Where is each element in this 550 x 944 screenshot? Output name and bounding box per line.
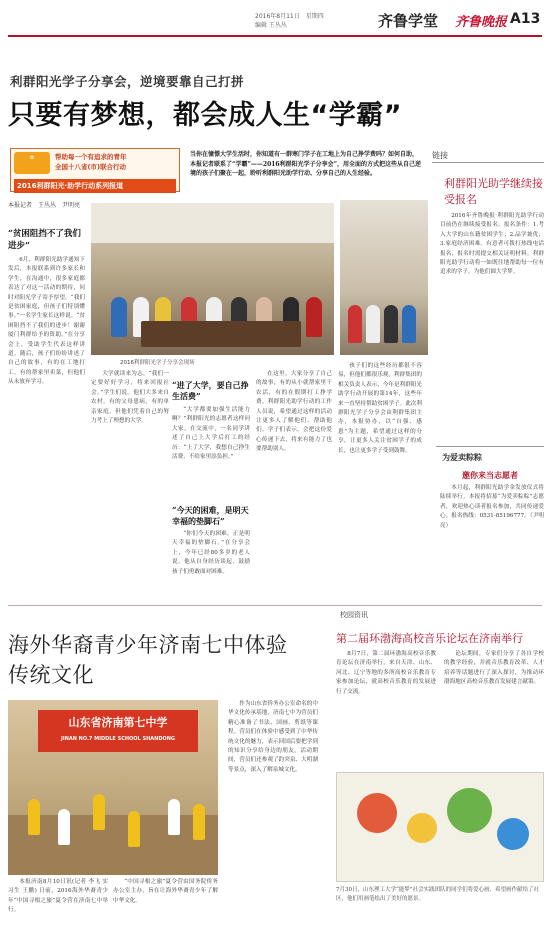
event-photo-2 bbox=[340, 200, 428, 355]
school-photo bbox=[8, 700, 218, 875]
body-column-5: 孩子们的这些经历都很不容易，但他们都很乐观。利群集团的相关负责人表示，今年是利群阳光助学行动开展的第14年，这些年来一直坚持帮助贫困学子。此次利群阳光学子分享会由利群集团主办，本报协办，以“自强、感恩”为主题，希望通过这样的分享，让更多人关注贫困学子的成长，也让更多学子受到鼓舞。 bbox=[338, 363, 422, 454]
campaign-series-title: 2016利群阳光·助学行动系列报道 bbox=[14, 179, 176, 193]
campus-news-tag: 校园资讯 bbox=[340, 611, 368, 619]
sidebar-title: 利群阳光助学继续接受报名 bbox=[444, 177, 543, 206]
page-number: A13 bbox=[510, 11, 541, 27]
third-body-2: 论坛期间，专家们分享了各自学校的教学经验，并就音乐教育改革、人才培养等话题进行了深入探讨，为推动环渤海地区高校音乐教育发展建言献策。 bbox=[444, 651, 544, 686]
sidebar-rule bbox=[432, 162, 544, 163]
section-title: 齐鲁学堂 bbox=[378, 12, 439, 30]
body-column-2: 大学就读来为志。“我们一定要好好学习，将来回报社会。”学生们说。他们大多来自农村，有的父母患病，有的单亲家庭，但他们凭着自己的努力考上了理想的大学。 bbox=[91, 371, 169, 425]
body-column-4: 在这里，大家分享了自己的故事，有的从小就帮家里干农活，有的在假期打工挣学费。利群阳光助学行动的工作人员说，希望通过这样的活动让更多人了解他们、帮助他们。学子们表示，会把这份爱心传递下去，将来有能力了也要帮助别人。 bbox=[256, 371, 332, 453]
volunteer-tag: 为爱卖粽粽 bbox=[442, 453, 482, 462]
mural-photo bbox=[336, 772, 544, 882]
campaign-logo-icon: ✿ bbox=[14, 152, 50, 174]
third-body-1: 8月7日，第二届环渤海高校音乐教育论坛在济南举行，来自天津、山东、河北、辽宁等地的多所高校音乐教育专家参加论坛，就高校音乐教育的发展进行了交流。 bbox=[336, 651, 436, 695]
event-photo bbox=[91, 203, 334, 355]
third-headline: 第二届环渤海高校音乐论坛在济南举行 bbox=[336, 632, 523, 645]
newspaper-logo: 齐鲁晚报 bbox=[455, 15, 508, 30]
sidebar-tag: 链接 bbox=[432, 151, 448, 160]
mural-caption: 7月30日，山东理工大学“能梦”社会实践团队的同学们将爱心画、希望画作献给了社区，他们用画笔绘出了美好的愿景。 bbox=[336, 887, 540, 902]
second-body-2: “中国寻根之旅”夏令营由国务院侨务办公室主办，旨在让海外华裔青少年了解中华文化。 bbox=[113, 879, 218, 904]
section-divider bbox=[8, 605, 542, 606]
second-body-3: 作为山东省侨务办公室命名的中华文化传承基地，济南七中为营员们精心准备了书法、国画、剪纸等课程。营员们在体验中感受到了中华传统文化的魅力，表示回国后要把学到的知识分享给身边的朋友。活动期间，营员们还参观了趵突泉、大明湖等景点，深入了解泉城文化。 bbox=[228, 701, 318, 773]
subhead-2: “进了大学，要自己挣生活费” bbox=[172, 380, 249, 401]
campaign-box bbox=[10, 148, 180, 192]
school-banner: 山东省济南第七中学 JINAN NO.7 MIDDLE SCHOOL SHANDONG bbox=[38, 710, 198, 752]
byline: 本报记者 王丛丛 尹明亮 bbox=[8, 202, 81, 209]
header-meta bbox=[255, 12, 324, 30]
body-column-1: 6月，利群阳光助学通知下发后，本报联系到许多家长和学生，在沟通中，很多家庭都表达了对这一活动的期待，同时对阳光学子寄予厚望。“我们是贫困家庭，但孩子们特别懂事。”一名学生家长这样说。“贫困阻挡不了我们的进步！谢谢厦门利群给予的资助。”在分享会上，受助学生代表这样讲道。随后，孩子们纷纷讲述了自己的故事，有的在工地打工，有的帮家里卖菜，但他们从未放弃学习。 bbox=[8, 257, 85, 386]
subhead-1: “贫困阻挡不了我们进步” bbox=[8, 229, 81, 251]
page-editor: 编辑 王丛丛 bbox=[255, 22, 287, 29]
subhead-3: “今天的困难，是明天幸福的垫脚石” bbox=[172, 505, 249, 526]
body-column-3b: “你们今天的困难，正是明天幸福的垫脚石。”在分享会上，今年已经80多岁的老人说。他从自身经历谈起，鼓励孩子们勇敢面对困难。 bbox=[172, 531, 250, 575]
story-kicker: 利群阳光学子分享会，逆境要靠自己打拼 bbox=[10, 74, 245, 89]
sidebar-body: 2016年齐鲁晚报·利群阳光助学行动目前仍在继续接受报名。报名条件：1.考入大学的山东籍贫困学生；2.品学兼优；3.家庭经济困难。有意者可拨打热线电话报名，报名时需提交相关证明材料。利群阳光助学行动将一如既往地帮助每一位有追求的学子，为他们圆大学梦。 bbox=[440, 213, 544, 276]
campaign-line-2: 全国十八省(市)联合行动 bbox=[55, 163, 126, 171]
header-rule bbox=[8, 35, 542, 37]
volunteer-title: 邀你来当志愿者 bbox=[462, 470, 518, 480]
second-headline: 海外华裔青少年济南七中体验传统文化 bbox=[8, 633, 288, 687]
photo-caption: 2016利群阳光学子分享会现场 bbox=[120, 360, 195, 366]
issue-date: 2016年8月11日 星期四 bbox=[255, 13, 324, 20]
story-lead: 当你在憧憬大学生活时，你知道有一群寒门学子在工地上为自己挣学费吗？如何自助，本报记者联系了“学霸”——2016利群阳光学子分享会”，用全面的方式把这些从自己逆境的孩子们聚在一起，聆听利群阳光助学行动、分享自己的人生经验。 bbox=[190, 151, 422, 177]
body-column-3: “大学都要加强生活能力啊？”利群阳光的志愿者这样问大家。在交流中，一名同学讲述了自己上大学后打工的经历：“上了大学，我想自己挣生活费，不给家里添负担。” bbox=[172, 407, 250, 461]
story-headline: 只要有梦想，都会成人生“学霸” bbox=[8, 100, 402, 131]
second-body-1: 本报济南8月10日讯(记者 李飞 实习生 王鹏) 日前，2016海外华裔青少年“中国寻根之旅”夏令营在济南七中举行。 bbox=[8, 879, 108, 914]
campaign-line-1: 帮助每一个有追求的青年 bbox=[55, 153, 127, 161]
volunteer-body: 本月起，利群阳光助学金发放仪式将陆续举行，本报将招募“为爱卖粽粽”志愿者，欢迎热心读者报名参加，共同传递爱心。报名热线：0531-85196777。（尹明亮） bbox=[440, 485, 544, 529]
